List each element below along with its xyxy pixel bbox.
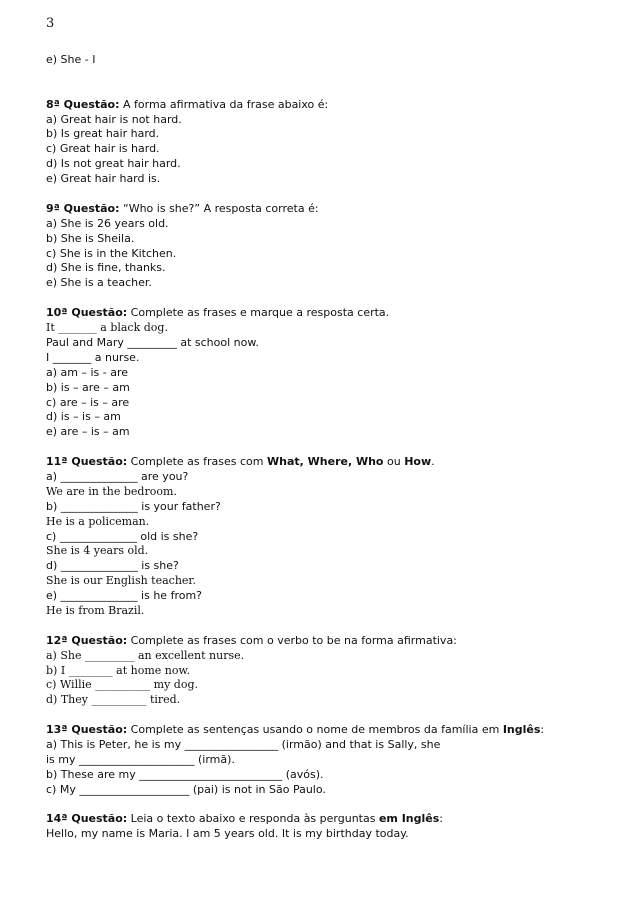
worksheet-content: [46, 53, 606, 842]
question-10-sentence-1: It _______ a black dog.: [46, 321, 168, 335]
question-8-option-a: a) Great hair is not hard.: [46, 112, 182, 126]
question-13-item-c: c) My ____________________ (pai) is not in São Paulo.: [46, 782, 326, 796]
question-11-how: How: [404, 455, 432, 469]
question-12-item-c: c) Willie __________ my dog.: [46, 678, 198, 692]
question-13-language: Inglês: [502, 723, 541, 737]
page-number: 3: [46, 16, 55, 31]
question-9-option-e: e) She is a teacher.: [46, 276, 152, 290]
question-11-answer-b: He is a policeman.: [46, 514, 150, 528]
question-8-option-d: d) Is not great hair hard.: [46, 157, 181, 171]
question-13-item-a: a) This is Peter, he is my _________________ (irmão) and that is Sally, she: [46, 737, 441, 751]
question-11-answer-c: She is 4 years old.: [46, 544, 149, 558]
question-8-title: [46, 98, 606, 113]
question-11-answer-d: She is our English teacher.: [46, 574, 196, 588]
question-11-item-b: b) ______________ is your father?: [46, 499, 221, 513]
question-12-prompt: Complete as frases com o verbo to be na forma afirmativa:: [127, 633, 457, 647]
question-10-option-a: a) am – is - are: [46, 365, 129, 379]
question-13-item-b: b) These are my __________________________ (avós).: [46, 767, 324, 781]
question-12-label: 12ª Questão:: [46, 633, 128, 647]
question-11-label: 11ª Questão:: [46, 455, 128, 469]
question-11-title: [46, 455, 606, 470]
question-9-option-c: c) She is in the Kitchen.: [46, 246, 177, 260]
question-10-prompt: Complete as frases e marque a resposta certa.: [127, 306, 390, 320]
question-10-option-d: d) is – is – am: [46, 410, 121, 424]
question-10-option-b: b) is – are – am: [46, 380, 130, 394]
question-10-label: 10ª Questão:: [46, 306, 128, 320]
question-13-label: 13ª Questão:: [46, 723, 128, 737]
question-11-or: ou: [383, 455, 405, 469]
question-11-answer-e: He is from Brazil.: [46, 603, 145, 617]
question-10-sentence-3: I _______ a nurse.: [46, 350, 140, 364]
question-13-prompt: Complete as sentenças usando o nome de membros da família em: [127, 723, 503, 737]
option-e-prev: e) She - I: [46, 53, 96, 66]
question-8-prompt: A forma afirmativa da frase abaixo é:: [119, 97, 329, 111]
question-12-item-a: a) She _________ an excellent nurse.: [46, 648, 245, 662]
question-9-option-d: d) She is fine, thanks.: [46, 261, 166, 275]
question-11-words: What, Where, Who: [267, 455, 384, 469]
question-10-title: [46, 306, 606, 321]
question-11-item-a: a) ______________ are you?: [46, 469, 189, 483]
question-8-label: 8ª Questão:: [46, 97, 120, 111]
question-10-option-c: c) are – is – are: [46, 395, 130, 409]
question-13-item-a-cont: is my _____________________ (irmã).: [46, 752, 235, 766]
question-8-option-c: c) Great hair is hard.: [46, 142, 160, 156]
question-11-answer-a: We are in the bedroom.: [46, 484, 177, 498]
question-14-label: 14ª Questão:: [46, 812, 128, 826]
question-9-title: [46, 202, 606, 217]
question-9-option-a: a) She is 26 years old.: [46, 216, 169, 230]
question-14-prompt: Leia o texto abaixo e responda às perguntas: [127, 812, 379, 826]
question-12-item-b: b) I ________ at home now.: [46, 663, 191, 677]
question-9-prompt: “Who is she?” A resposta correta é:: [119, 201, 319, 215]
question-11-end: .: [431, 455, 435, 469]
question-8-option-b: b) Is great hair hard.: [46, 127, 160, 141]
question-14-end: :: [439, 812, 443, 826]
question-11-item-c: c) ______________ old is she?: [46, 529, 199, 543]
question-12-item-d: d) They __________ tired.: [46, 693, 181, 707]
question-8-option-e: e) Great hair hard is.: [46, 172, 161, 186]
question-13-title: [46, 723, 606, 738]
question-10-option-e: e) are – is – am: [46, 425, 130, 439]
question-10-sentence-2: Paul and Mary _________ at school now.: [46, 335, 259, 349]
question-12-title: [46, 634, 606, 649]
question-14-title: [46, 812, 606, 827]
question-14-text: Hello, my name is Maria. I am 5 years old. It is my birthday today.: [46, 827, 409, 841]
question-13-end: :: [540, 723, 545, 737]
question-9-label: 9ª Questão:: [46, 201, 120, 215]
question-9-option-b: b) She is Sheila.: [46, 231, 135, 245]
question-11-item-e: e) ______________ is he from?: [46, 589, 203, 603]
question-14-language: em Inglês: [378, 812, 440, 826]
question-11-item-d: d) ______________ is she?: [46, 559, 179, 573]
question-11-prompt: Complete as frases com: [127, 455, 267, 469]
